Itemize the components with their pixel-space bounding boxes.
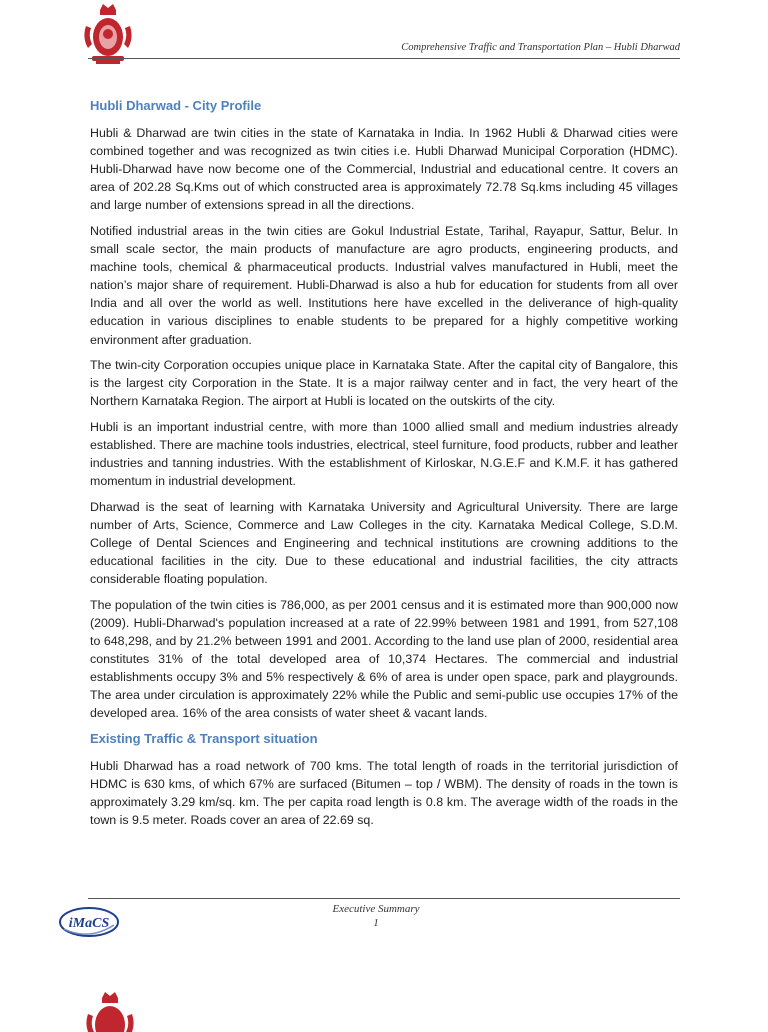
- paragraph: Dharwad is the seat of learning with Karnataka University and Agricultural University. There are large number of Arts, Science, Commerce and Law Colleges in the city. Karnataka Medical College, S.D.M. College of Dental Sciences and Engineering and technical institutions are crowning additions to the educational facilities in the city. Due to these educational and industrial facilities, the city attracts considerable floating population.: [90, 499, 678, 587]
- paragraph: The twin-city Corporation occupies unique place in Karnataka State. After the capital city of Bangalore, this is the largest city Corporation in the State. It is a major railway center and in fact, the very heart of the Northern Karnataka Region. The airport at Hubli is located on the outskirts of the city.: [90, 358, 678, 409]
- header-divider: [88, 58, 680, 59]
- section-heading-city-profile: Hubli Dharwad - City Profile: [90, 98, 262, 113]
- paragraph: Hubli is an important industrial centre, with more than 1000 allied small and medium industries already established. There are machine tools industries, electrical, steel furniture, food products, rubber and leather industries and tanning industries. With the establishment of Kirloskar, N.G.E.F and K.M.F. it has gathered momentum in industrial development.: [90, 419, 678, 489]
- document-header-title: Comprehensive Traffic and Transportation Plan – Hubli Dharwad: [401, 42, 680, 53]
- karnataka-emblem-icon: [84, 992, 136, 1032]
- page-number: 1: [373, 917, 379, 929]
- paragraph: Hubli Dharwad has a road network of 700 kms. The total length of roads in the territorial jurisdiction of HDMC is 630 kms, of which 67% are surfaced (Bitumen – top / WBM). The density of roads in the town is approximately 3.29 km/sq. km. The per capita road length is 0.8 km. The average width of the roads in the town is 9.5 meter. Roads cover an area of 22.69 sq.: [90, 758, 678, 828]
- karnataka-emblem-icon: [82, 4, 134, 66]
- imacs-logo-text: iMaCS: [68, 916, 110, 931]
- paragraph: The population of the twin cities is 786,000, as per 2001 census and it is estimated more than 900,000 now (2009). Hubli-Dharwad's population increased at a rate of 22.99% between 1981 and 1991, from 527,108 to 648,298, and by 21.2% between 1991 and 2001. According to the land use plan of 2000, residential area constitutes 31% of the total developed area of 10,374 Hectares. The commercial and industrial establishments occupy 3% and 5% respectively & 6% of area is under open space, park and playgrounds. The area under circulation is approximately 22% while the Public and semi-public use occupies 17% of the developed area. 16% of the area consists of water sheet & vacant lands.: [90, 597, 678, 721]
- paragraph: Notified industrial areas in the twin cities are Gokul Industrial Estate, Tarihal, Rayapur, Sattur, Belur. In small scale sector, the main products of manufacture are agro products, engineering products, and machine tools, chemical & pharmaceutical products. Industrial valves manufactured in Hubli, meet the nation’s major share of requirement. Hubli-Dharwad is also a hub for education for students from all over India and all over the world as well. Institutions here have excelled in the deliverance of high-quality education in various disciplines to enable students to be prepared for a highly competitive working environment after graduation.: [90, 223, 678, 347]
- section-heading-traffic-transport: Existing Traffic & Transport situation: [90, 730, 318, 746]
- paragraph: Hubli & Dharwad are twin cities in the state of Karnataka in India. In 1962 Hubli & Dharwad cities were combined together and was recognized as twin cities i.e. Hubli Dharwad Municipal Corporation (HDMC). Hubli-Dharwad have now become one of the Commercial, Industrial and educational centre. It covers an area of 202.28 Sq.Kms out of which constructed area is approximately 72.78 Sq.kms including 45 villages and large number of extensions spread in all the directions.: [90, 126, 678, 213]
- footer-section-label: Executive Summary: [332, 903, 420, 915]
- footer-divider: [88, 898, 680, 899]
- main-content: [90, 97, 678, 837]
- imacs-logo-icon: [58, 905, 120, 939]
